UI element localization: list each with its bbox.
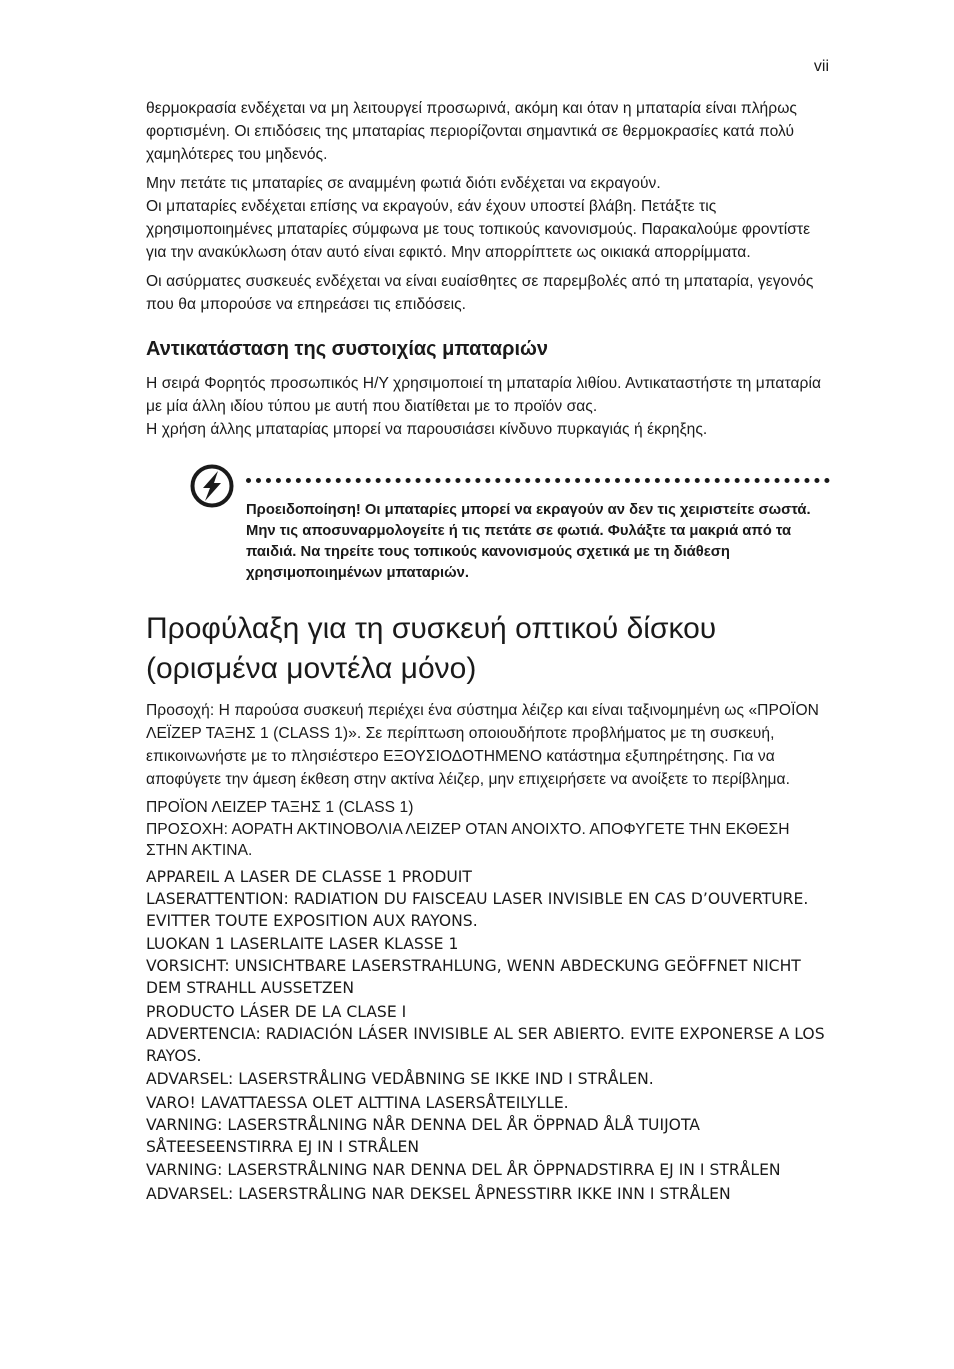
intro-paragraph-2: [146, 172, 830, 264]
laser-notice-line: APPAREIL A LASER DE CLASSE 1 PRODUIT: [146, 867, 472, 886]
battery-paragraph-2: Η χρήση άλλης μπαταρίας μπορεί να παρουσιάσει κίνδυνο πυρκαγιάς ή έκρηξης.: [146, 421, 708, 438]
laser-notice-group: [146, 933, 830, 999]
laser-notice-group: [146, 1159, 830, 1181]
laser-notice-line: PRODUCTO LÁSER DE LA CLASE I: [146, 1002, 407, 1021]
page-content: [146, 97, 830, 1205]
laser-notice-group: [146, 1092, 830, 1158]
laser-notice-line: VARNING: LASERSTRÅLNING NÅR DENNA DEL ÅR ÖPPNAD ÅLÅ TUIJOTA SÅTEESEENSTIRRA EJ IN I STRÅLEN: [146, 1115, 700, 1156]
warning-lightning-icon: [190, 464, 234, 508]
greek-laser-label-line: ΠΡΟΪΟΝ ΛΕΙΖΕΡ ΤΑΞΗΣ 1 (CLASS 1): [146, 799, 414, 816]
laser-notice-group: [146, 1183, 830, 1205]
warning-dotted-rule: [246, 478, 830, 483]
greek-laser-label: [146, 797, 830, 862]
optical-caution-paragraph: Προσοχή: Η παρούσα συσκευή περιέχει ένα σύστημα λέιζερ και είναι ταξινομημένη ως «ΠΡΟΪΟΝ ΛΕΪΖΕΡ ΤΑΞΗΣ 1 (CLASS 1)». Σε περίπτωση οποιουδήποτε προβλήματος με τη συσκευή, επικοινωνήστε με το πλησιέστερο ΕΞΟΥΣΙΟΔΟΤΗΜΕΝΟ κατάστημα εξυπηρέτησης. Για να αποφύγετε την άμεση έκθεση στην ακτίνα λέιζερ, μην επιχειρήσετε να ανοίξετε το περίβλημα.: [146, 702, 819, 788]
intro-line: Οι μπαταρίες ενδέχεται επίσης να εκραγούν, εάν έχουν υποστεί βλάβη. Πετάξτε τις χρησιμοποιημένες μπαταρίες σύμφωνα με τους τοπικούς κανονισμούς. Παρακαλούμε φροντίστε για την ανακύκλωση όταν αυτό είναι εφικτό. Μην απορρίπτετε ως οικιακά απορρίμματα.: [146, 198, 811, 261]
laser-notice-line: ADVERTENCIA: RADIACIÓN LÁSER INVISIBLE AL SER ABIERTO. EVITE EXPONERSE A LOS RAYOS.: [146, 1024, 825, 1065]
laser-notice-line: VORSICHT: UNSICHTBARE LASERSTRAHLUNG, WENN ABDECKUNG GEÖFFNET NICHT DEM STRAHLL AUSSETZEN: [146, 957, 801, 997]
warning-callout: [146, 461, 830, 591]
laser-notice-line: VARNING: LASERSTRÅLNING NAR DENNA DEL ÅR ÖPPNADSTIRRA EJ IN I STRÅLEN: [146, 1161, 781, 1179]
laser-notice-group: [146, 1001, 830, 1067]
laser-notice-line: ADVARSEL: LASERSTRÅLING VEDÅBNING SE IKKE IND I STRÅLEN.: [146, 1070, 654, 1088]
warning-text: Προειδοποίηση! Οι μπαταρίες μπορεί να εκραγούν αν δεν τις χειριστείτε σωστά. Μην τις αποσυναρμολογείτε ή τις πετάτε σε φωτιά. Φυλάξτε τα μακριά από τα παιδιά. Να τηρείτε τους τοπικούς κανονισμούς σχετικά με τη διάθεση χρησιμοποιημένων μπαταριών.: [246, 502, 811, 581]
intro-paragraph-1: θερμοκρασία ενδέχεται να μη λειτουργεί προσωρινά, ακόμη και όταν η μπαταρία είναι πλήρως φορτισμένη. Οι επιδόσεις της μπαταρίας περιορίζονται σημαντικά σε θερμοκρασίες κατά πολύ χαμηλότερες του μηδενός.: [146, 100, 797, 163]
battery-paragraph-1: Η σειρά Φορητός προσωπικός Η/Υ χρησιμοποιεί τη μπαταρία λιθίου. Αντικαταστήστε τη μπαταρία με μία άλλη ιδίου τύπου με αυτή που διατίθεται με το προϊόν σας.: [146, 375, 822, 415]
laser-notices-list: [146, 866, 830, 1205]
optical-drive-heading: [146, 609, 830, 689]
battery-replacement-heading: Αντικατάσταση της συστοιχίας μπαταριών: [146, 338, 549, 360]
laser-notice-line: VARO! LAVATTAESSA OLET ALTTINA LASERSÅTEILYLLE.: [146, 1093, 569, 1112]
laser-notice-group: [146, 1068, 830, 1090]
laser-notice-line: LASERATTENTION: RADIATION DU FAISCEAU LASER INVISIBLE EN CAS D’OUVERTURE. EVITTER TOUTE EXPOSITION AUX RAYONS.: [146, 889, 809, 930]
laser-notice-line: LUOKAN 1 LASERLAITE LASER KLASSE 1: [146, 935, 459, 953]
laser-notice-line: ADVARSEL: LASERSTRÅLING NAR DEKSEL ÅPNESSTIRR IKKE INN I STRÅLEN: [146, 1184, 731, 1203]
intro-line: Μην πετάτε τις μπαταρίες σε αναμμένη φωτιά διότι ενδέχεται να εκραγούν.: [146, 175, 661, 192]
laser-notice-group: [146, 866, 830, 932]
optical-heading-line-2: (ορισμένα μοντέλα μόνο): [146, 652, 477, 685]
optical-heading-line-1: Προφύλαξη για τη συσκευή οπτικού δίσκου: [146, 612, 717, 645]
page-number: vii: [813, 58, 829, 75]
greek-laser-label-line: ΠΡΟΣΟΧΗ: ΑΟΡΑΤΗ ΑΚΤΙΝΟΒΟΛΙΑ ΛΕΙΖΕΡ ΟΤΑΝ ΑΝΟΙΧΤΟ. ΑΠΟΦΥΓΕΤΕ ΤΗΝ ΕΚΘΕΣΗ ΣΤΗΝ ΑΚΤΙΝΑ.: [146, 820, 790, 859]
intro-paragraph-3: Οι ασύρματες συσκευές ενδέχεται να είναι ευαίσθητες σε παρεμβολές από τη μπαταρία, γεγονός που θα μπορούσε να επηρεάσει τις επιδόσεις.: [146, 273, 814, 313]
